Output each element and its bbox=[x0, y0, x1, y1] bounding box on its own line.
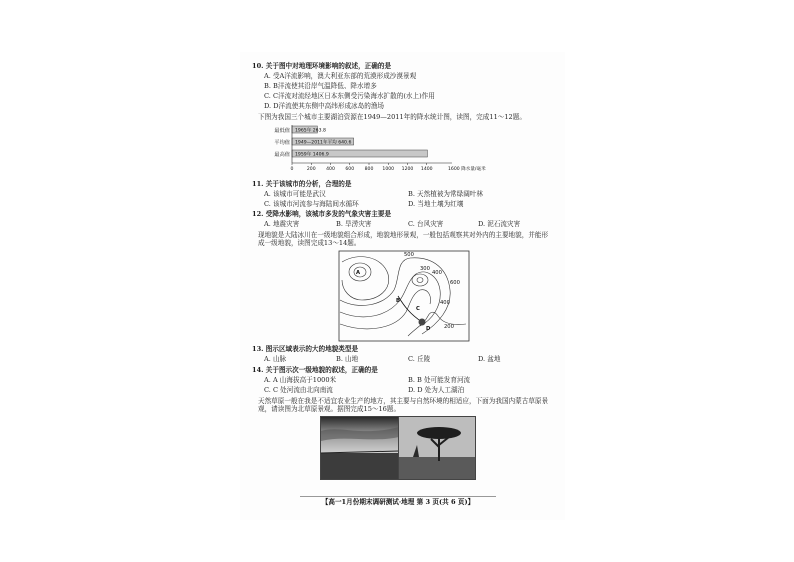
x-tick-label: 1200 bbox=[401, 167, 414, 172]
label-c: C bbox=[416, 306, 420, 312]
q13-option-d: D. 盆地 bbox=[478, 355, 501, 363]
bar-data-label: 1959年 1406.9 bbox=[295, 152, 329, 158]
grassland-photo-left bbox=[320, 416, 400, 480]
q11-stem: 11. 关于该城市的分析，合理的是 bbox=[252, 180, 352, 188]
x-tick-label: 800 bbox=[364, 167, 374, 172]
q13-option-b: B. 山地 bbox=[336, 355, 359, 363]
intro-13-14: 现地貌是大陆冰川在一级地貌组合形成，地貌地形景观，一般包括观察其对外内的主要地貌，并能形成一级地貌，读图完成13～14题。 bbox=[258, 231, 549, 247]
q12-option-b: B. 旱涝灾害 bbox=[336, 220, 372, 228]
label-400a: 400 bbox=[440, 300, 450, 306]
q10-option-c: C. C洋流对流经地区日本东侧受污染海水扩散的(水上)作用 bbox=[264, 92, 435, 100]
category-label: 最低值 bbox=[274, 128, 290, 134]
x-axis-label: 1600 降水量/毫米 bbox=[448, 167, 486, 172]
q14-option-c: C. C 处河流由北向南流 bbox=[264, 386, 333, 394]
q12-option-d: D. 泥石流灾害 bbox=[478, 220, 521, 228]
q11-option-c: C. 该城市河流参与海陆间水循环 bbox=[264, 200, 359, 208]
q10-option-d: D. D洋流使其东侧中高纬形成冰岛的渔场 bbox=[264, 102, 385, 110]
category-label: 平均值 bbox=[274, 140, 290, 146]
x-tick-label: 1000 bbox=[382, 167, 395, 172]
x-tick-label: 400 bbox=[326, 167, 335, 172]
q14-option-b: B. B 处可能发育河流 bbox=[408, 376, 471, 384]
x-tick-label: 1400 bbox=[420, 167, 433, 172]
intro-15-16: 天然草原一般在我是不适宜农业生产的地方，其主要与自然环境的相适应，下面为我国内蒙古草原景观，请读图为北草原景观。据图完成15～16题。 bbox=[258, 397, 549, 413]
label-200: 200 bbox=[444, 324, 454, 330]
category-label: 最高值 bbox=[274, 152, 290, 158]
q12-option-c: C. 台风灾害 bbox=[408, 220, 444, 228]
bar-data-label: 1949—2011年平均 640.6 bbox=[295, 140, 352, 146]
q11-option-a: A. 该城市可能是武汉 bbox=[264, 190, 326, 198]
q12-stem: 12. 受降水影响，该城市多发的气象灾害主要是 bbox=[252, 210, 392, 218]
label-500: 500 bbox=[404, 252, 414, 258]
label-300: 300 bbox=[420, 266, 430, 272]
q10-stem: 10. 关于图中对地理环境影响的叙述，正确的是 bbox=[252, 62, 392, 70]
q13-stem: 13. 图示区域表示的大的地貌类型是 bbox=[252, 345, 359, 353]
q11-option-d: D. 当地土壤为红壤 bbox=[408, 200, 464, 208]
intro-11-12: 下图为我国三个城市主要湖泊资源在1949—2011年的降水统计图，读图，完成11～12题。 bbox=[258, 113, 526, 121]
q12-option-a: A. 地震灾害 bbox=[264, 220, 300, 228]
lake-d bbox=[419, 319, 426, 326]
q11-option-b: B. 天然植被为常绿阔叶林 bbox=[408, 190, 483, 198]
bar-data-label: 1965年 263.8 bbox=[295, 128, 326, 134]
q13-option-a: A. 山脉 bbox=[264, 355, 287, 363]
label-d: D bbox=[426, 326, 431, 332]
q14-stem: 14. 关于图示次一级地貌的叙述，正确的是 bbox=[252, 366, 378, 374]
label-400b: 400 bbox=[432, 270, 442, 276]
x-tick-label: 200 bbox=[306, 167, 316, 172]
savanna-photo-right bbox=[398, 416, 476, 480]
q10-option-b: B. B洋流使其沿岸气温降低、降水增多 bbox=[264, 82, 377, 90]
label-a: A bbox=[356, 270, 361, 276]
label-b: B bbox=[396, 298, 400, 304]
label-600: 600 bbox=[450, 280, 460, 286]
q14-option-a: A. A 山海拔高于1000米 bbox=[264, 376, 337, 384]
page-footer: 【高一1月份期末调研测试·地理 第 3 页(共 6 页)】 bbox=[300, 496, 496, 507]
x-tick-label: 0 bbox=[290, 167, 294, 172]
q13-option-c: C. 丘陵 bbox=[408, 355, 431, 363]
contour-map bbox=[338, 250, 470, 342]
q10-option-a: A. 受A洋流影响，澳大利亚东部的荒漠形成沙漠景观 bbox=[264, 72, 417, 80]
q14-option-d: D. D 处为人工湖泊 bbox=[408, 386, 465, 394]
precipitation-bar-chart bbox=[264, 124, 486, 176]
x-tick-label: 600 bbox=[345, 167, 355, 172]
